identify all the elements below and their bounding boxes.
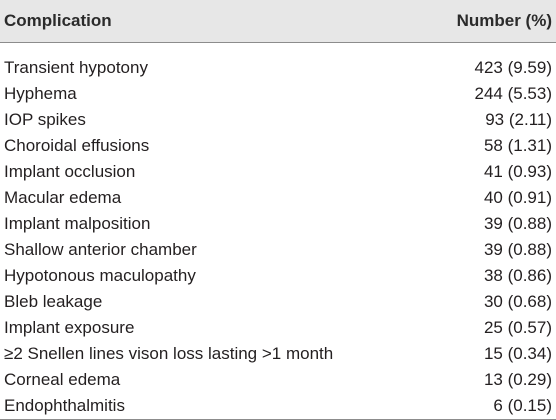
complication-cell: IOP spikes: [4, 110, 86, 129]
complication-cell: Bleb leakage: [4, 292, 103, 311]
number-cell: 58 (1.31): [483, 136, 552, 155]
complication-cell: Corneal edema: [4, 370, 121, 389]
number-cell: 13 (0.29): [483, 370, 552, 389]
table-row: [0, 55, 556, 81]
table-row: [0, 315, 556, 341]
complication-cell: ≥2 Snellen lines vison loss lasting >1 month: [4, 344, 334, 363]
table-row: [0, 289, 556, 315]
complication-cell: Transient hypotony: [4, 58, 148, 77]
complication-cell: Endophthalmitis: [4, 396, 125, 415]
table-row: [0, 133, 556, 159]
complication-cell: Macular edema: [4, 188, 122, 207]
number-cell: 25 (0.57): [483, 318, 552, 337]
number-cell: 40 (0.91): [483, 188, 552, 207]
number-cell: 93 (2.11): [485, 110, 552, 129]
complication-cell: Implant malposition: [4, 214, 151, 233]
table-row: [0, 211, 556, 237]
complication-cell: Hyphema: [4, 84, 77, 103]
complication-cell: Choroidal effusions: [4, 136, 150, 155]
header-spacer: [0, 43, 556, 55]
number-cell: 38 (0.86): [483, 266, 552, 285]
table-row: [0, 107, 556, 133]
table-row: [0, 263, 556, 289]
number-cell: 6 (0.15): [493, 396, 552, 415]
number-cell: 39 (0.88): [483, 214, 552, 233]
complication-cell: Hypotonous maculopathy: [4, 266, 196, 285]
table-row: [0, 341, 556, 367]
table-row: [0, 367, 556, 393]
header-complication: Complication: [4, 11, 112, 30]
table-row: [0, 81, 556, 107]
complication-cell: Implant occlusion: [4, 162, 136, 181]
table-body: [0, 55, 556, 420]
complication-cell: Implant exposure: [4, 318, 135, 337]
table-row: [0, 185, 556, 211]
complication-cell: Shallow anterior chamber: [4, 240, 197, 259]
table-row: [0, 159, 556, 185]
number-cell: 15 (0.34): [483, 344, 552, 363]
number-cell: 39 (0.88): [483, 240, 552, 259]
table-row: [0, 393, 556, 419]
number-cell: 244 (5.53): [474, 84, 552, 103]
number-cell: 423 (9.59): [474, 58, 552, 77]
number-cell: 30 (0.68): [483, 292, 552, 311]
table-header: [0, 0, 556, 43]
header-number: Number (%): [456, 11, 552, 30]
number-cell: 41 (0.93): [483, 162, 552, 181]
table-row: [0, 237, 556, 263]
